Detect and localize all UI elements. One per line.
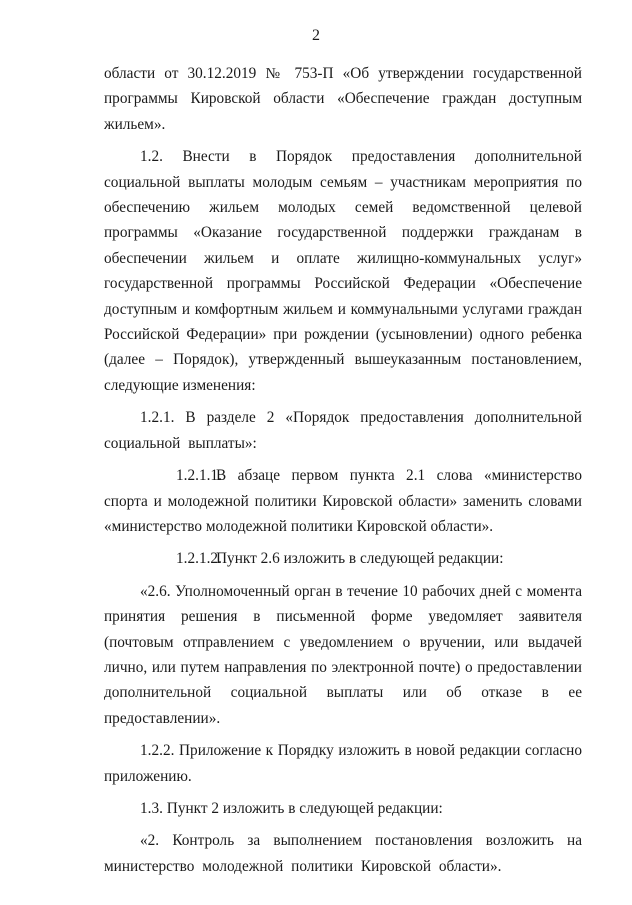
paragraph-1-2: 1.2. Внести в Порядок предоставления дополнительной социальной выплаты молодым семьям – участникам мероприятия по обеспечению жильем молодых семей ведомственной целевой программы «Оказание государственной поддержки гражданам в обеспечении жильем и оплате жилищно-коммунальных услуг» государственной программы Российской Федерации «Обеспечение доступным и комфортным жильем и коммунальными услугами граждан Российской Федерации» при рождении (усыновлении) одного ребенка (далее – Порядок), утвержденный вышеуказанным постановлением, следующие изменения:: [104, 148, 582, 394]
paragraph-quote-2: «2. Контроль за выполнением постановления возложить на министерство молодежной политики Кировской области».: [104, 832, 582, 875]
paragraph-text: Пункт 2.6 изложить в следующей редакции:: [216, 550, 504, 568]
paragraph-1-2-1: 1.2.1. В разделе 2 «Порядок предоставления дополнительной социальной выплаты»:: [104, 409, 582, 452]
paragraph-1-2-1-2: [104, 546, 582, 571]
paragraph-text: В абзаце первом пункта 2.1 слова «министерство спорта и молодежной политики Кировской области» заменить словами «министерство молодежной политики Кировской области».: [104, 467, 582, 535]
paragraph-continuation: области от 30.12.2019 № 753-П «Об утверждении государственной программы Кировской области «Обеспечение граждан доступным жильем».: [104, 65, 582, 133]
paragraph-number: 1.2.1.1.: [176, 467, 222, 485]
paragraph-1-2-1-1: [104, 463, 582, 539]
document-body: [104, 61, 582, 886]
paragraph-1-2-2: 1.2.2. Приложение к Порядку изложить в новой редакции согласно приложению.: [104, 742, 582, 785]
paragraph-number: 1.2.1.2.: [176, 550, 222, 568]
page-number: 2: [312, 27, 320, 44]
paragraph-quote-2-6: «2.6. Уполномоченный орган в течение 10 рабочих дней с момента принятия решения в письменной форме уведомляет заявителя (почтовым отправлением с уведомлением о вручении, или выдачей лично, или путем направления по электронной почте) о предоставлении дополнительной социальной выплаты или об отказе в ее предоставлении».: [104, 582, 582, 727]
paragraph-1-3: 1.3. Пункт 2 изложить в следующей редакции:: [140, 799, 443, 817]
